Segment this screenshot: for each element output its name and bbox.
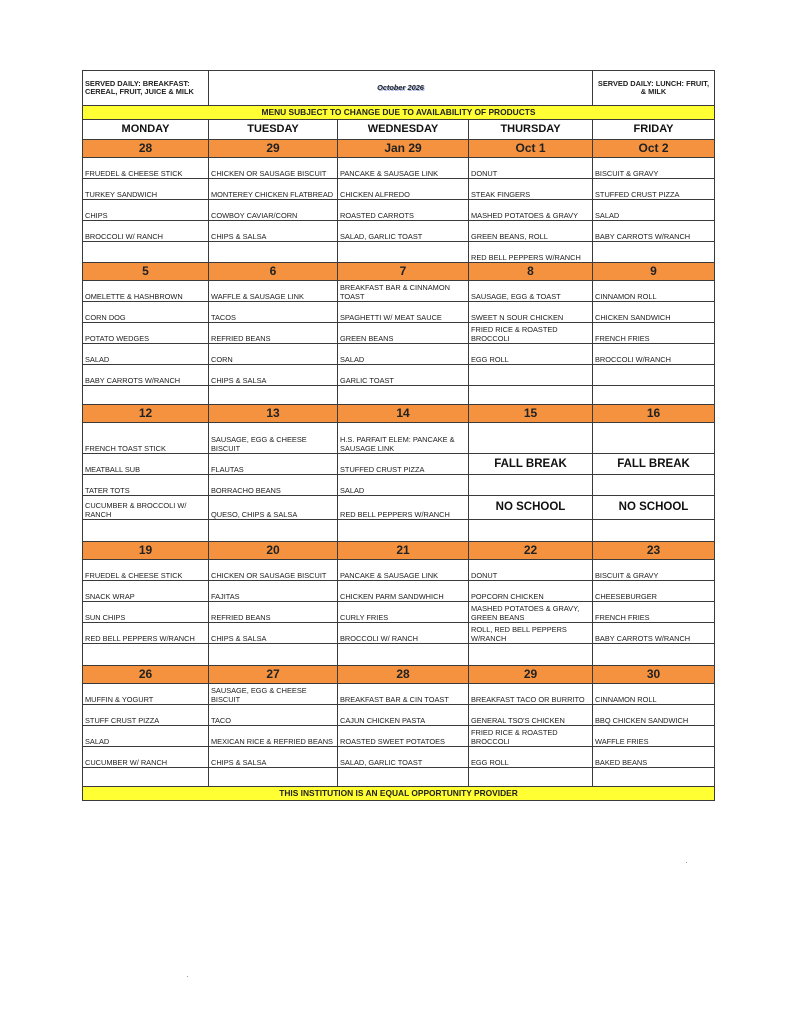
date-cell: 16 [593, 405, 715, 423]
blank-cell [593, 768, 715, 787]
menu-item: CHICKEN OR SAUSAGE BISCUIT [209, 158, 338, 179]
menu-item: CHIPS & SALSA [209, 747, 338, 768]
menu-item: DONUT [469, 560, 593, 581]
menu-item: SPAGHETTI W/ MEAT SAUCE [338, 302, 469, 323]
menu-item: CHIPS & SALSA [209, 623, 338, 644]
menu-item: ROASTED SWEET POTATOES [338, 726, 469, 747]
menu-item: CAJUN CHICKEN PASTA [338, 705, 469, 726]
menu-item: EGG ROLL [469, 747, 593, 768]
menu-item: TURKEY SANDWICH [83, 179, 209, 200]
menu-item: CUCUMBER & BROCCOLI W/ RANCH [83, 496, 209, 520]
menu-item: POTATO WEDGES [83, 323, 209, 344]
date-cell: 19 [83, 542, 209, 560]
menu-item: SALAD [338, 475, 469, 496]
date-cell: 26 [83, 666, 209, 684]
day-header: MONDAY [83, 120, 209, 140]
menu-item: DONUT [469, 158, 593, 179]
no-school-label: NO SCHOOL [469, 496, 593, 520]
menu-item: FRENCH TOAST STICK [83, 423, 209, 454]
menu-item: MEATBALL SUB [83, 454, 209, 475]
menu-item [593, 365, 715, 386]
date-cell: 9 [593, 263, 715, 281]
menu-item: MUFFIN & YOGURT [83, 684, 209, 705]
blank-cell [338, 520, 469, 542]
menu-item: SWEET N SOUR CHICKEN [469, 302, 593, 323]
blank-cell [338, 768, 469, 787]
menu-item: SAUSAGE, EGG & CHEESE BISCUIT [209, 684, 338, 705]
date-cell: 6 [209, 263, 338, 281]
date-cell: 15 [469, 405, 593, 423]
date-cell: 28 [338, 666, 469, 684]
menu-item: FRENCH FRIES [593, 602, 715, 623]
date-cell: 5 [83, 263, 209, 281]
menu-item: SALAD [593, 200, 715, 221]
menu-item: MEXICAN RICE & REFRIED BEANS [209, 726, 338, 747]
menu-item: BREAKFAST TACO OR BURRITO [469, 684, 593, 705]
menu-item: GARLIC TOAST [338, 365, 469, 386]
menu-item: STUFFED CRUST PIZZA [593, 179, 715, 200]
menu-item: CHIPS & SALSA [209, 221, 338, 242]
menu-item: CURLY FRIES [338, 602, 469, 623]
menu-item: BROCCOLI W/ RANCH [83, 221, 209, 242]
menu-item: GREEN BEANS, ROLL [469, 221, 593, 242]
menu-item: SAUSAGE, EGG & CHEESE BISCUIT [209, 423, 338, 454]
page-title: October 2026 [209, 71, 593, 106]
menu-item: BREAKFAST BAR & CIN TOAST [338, 684, 469, 705]
blank-cell [83, 768, 209, 787]
blank-cell [83, 644, 209, 666]
menu-item: CINNAMON ROLL [593, 281, 715, 302]
scan-speck [686, 862, 687, 863]
menu-item: STUFFED CRUST PIZZA [338, 454, 469, 475]
menu-item: CHICKEN OR SAUSAGE BISCUIT [209, 560, 338, 581]
blank-cell [209, 768, 338, 787]
blank-cell [83, 386, 209, 405]
menu-calendar [82, 70, 715, 801]
menu-item: RED BELL PEPPERS W/RANCH [469, 242, 593, 263]
menu-item: BABY CARROTS W/RANCH [83, 365, 209, 386]
blank-cell [469, 423, 593, 454]
blank-cell [209, 644, 338, 666]
blank-cell [209, 520, 338, 542]
fall-break-label: FALL BREAK [593, 454, 715, 475]
date-cell: 7 [338, 263, 469, 281]
blank-cell [593, 520, 715, 542]
menu-item: STEAK FINGERS [469, 179, 593, 200]
blank-cell [593, 644, 715, 666]
menu-item: FLAUTAS [209, 454, 338, 475]
menu-item: CHICKEN SANDWICH [593, 302, 715, 323]
menu-item: STUFF CRUST PIZZA [83, 705, 209, 726]
menu-item: SAUSAGE, EGG & TOAST [469, 281, 593, 302]
menu-item: SALAD, GARLIC TOAST [338, 747, 469, 768]
no-school-label: NO SCHOOL [593, 496, 715, 520]
menu-item: OMELETTE & HASHBROWN [83, 281, 209, 302]
day-header: TUESDAY [209, 120, 338, 140]
date-cell: 12 [83, 405, 209, 423]
fall-break-label: FALL BREAK [469, 454, 593, 475]
menu-item: TACO [209, 705, 338, 726]
blank-cell [83, 520, 209, 542]
menu-item: FRUEDEL & CHEESE STICK [83, 158, 209, 179]
menu-item: H.S. PARFAIT ELEM: PANCAKE & SAUSAGE LINK [338, 423, 469, 454]
menu-item: REFRIED BEANS [209, 323, 338, 344]
menu-item [83, 242, 209, 263]
day-header: FRIDAY [593, 120, 715, 140]
menu-item: GREEN BEANS [338, 323, 469, 344]
menu-item: BISCUIT & GRAVY [593, 560, 715, 581]
date-cell: 30 [593, 666, 715, 684]
menu-item: WAFFLE & SAUSAGE LINK [209, 281, 338, 302]
menu-item: FAJITAS [209, 581, 338, 602]
date-cell: 22 [469, 542, 593, 560]
menu-item: BAKED BEANS [593, 747, 715, 768]
date-cell: 21 [338, 542, 469, 560]
blank-cell [593, 475, 715, 496]
availability-notice: MENU SUBJECT TO CHANGE DUE TO AVAILABILITY OF PRODUCTS [83, 106, 715, 120]
date-cell: 13 [209, 405, 338, 423]
day-header: THURSDAY [469, 120, 593, 140]
menu-item: TACOS [209, 302, 338, 323]
blank-cell [338, 644, 469, 666]
scan-speck [187, 976, 188, 977]
blank-cell [209, 386, 338, 405]
menu-item: BABY CARROTS W/RANCH [593, 221, 715, 242]
date-cell: 23 [593, 542, 715, 560]
date-cell: 20 [209, 542, 338, 560]
menu-item [469, 365, 593, 386]
day-header: WEDNESDAY [338, 120, 469, 140]
menu-item: SALAD [83, 344, 209, 365]
breakfast-note: SERVED DAILY: BREAKFAST: CEREAL, FRUIT, JUICE & MILK [83, 71, 209, 106]
menu-item: ROASTED CARROTS [338, 200, 469, 221]
menu-item [593, 242, 715, 263]
menu-item: CHEESEBURGER [593, 581, 715, 602]
menu-item: CORN [209, 344, 338, 365]
menu-item: TATER TOTS [83, 475, 209, 496]
menu-item: RED BELL PEPPERS W/RANCH [338, 496, 469, 520]
menu-item: CHICKEN ALFREDO [338, 179, 469, 200]
menu-item: BROCCOLI W/ RANCH [338, 623, 469, 644]
menu-item: BREAKFAST BAR & CINNAMON TOAST [338, 281, 469, 302]
menu-item: MONTEREY CHICKEN FLATBREAD [209, 179, 338, 200]
menu-item [209, 242, 338, 263]
menu-item [338, 242, 469, 263]
menu-item: FRIED RICE & ROASTED BROCCOLI [469, 726, 593, 747]
equal-opportunity-footer: THIS INSTITUTION IS AN EQUAL OPPORTUNITY PROVIDER [83, 787, 715, 801]
date-cell: 14 [338, 405, 469, 423]
menu-item: FRENCH FRIES [593, 323, 715, 344]
menu-item: PANCAKE & SAUSAGE LINK [338, 158, 469, 179]
menu-item: CINNAMON ROLL [593, 684, 715, 705]
blank-cell [469, 475, 593, 496]
date-cell: 28 [83, 140, 209, 158]
menu-item: BORRACHO BEANS [209, 475, 338, 496]
menu-item: QUESO, CHIPS & SALSA [209, 496, 338, 520]
menu-item: MASHED POTATOES & GRAVY, GREEN BEANS [469, 602, 593, 623]
menu-item: EGG ROLL [469, 344, 593, 365]
menu-item: POPCORN CHICKEN [469, 581, 593, 602]
date-cell: Oct 1 [469, 140, 593, 158]
date-cell: 29 [469, 666, 593, 684]
menu-item: BABY CARROTS W/RANCH [593, 623, 715, 644]
blank-cell [469, 520, 593, 542]
blank-cell [593, 423, 715, 454]
blank-cell [469, 768, 593, 787]
menu-item: GENERAL TSO'S CHICKEN [469, 705, 593, 726]
blank-cell [338, 386, 469, 405]
menu-item: COWBOY CAVIAR/CORN [209, 200, 338, 221]
menu-item: FRUEDEL & CHEESE STICK [83, 560, 209, 581]
menu-item: ROLL, RED BELL PEPPERS W/RANCH [469, 623, 593, 644]
menu-item: WAFFLE FRIES [593, 726, 715, 747]
menu-item: PANCAKE & SAUSAGE LINK [338, 560, 469, 581]
blank-cell [469, 644, 593, 666]
menu-item: CUCUMBER W/ RANCH [83, 747, 209, 768]
date-cell: 29 [209, 140, 338, 158]
date-cell: Oct 2 [593, 140, 715, 158]
date-cell: 8 [469, 263, 593, 281]
blank-cell [469, 386, 593, 405]
menu-item: CHIPS [83, 200, 209, 221]
menu-item: SALAD, GARLIC TOAST [338, 221, 469, 242]
blank-cell [593, 386, 715, 405]
menu-item: SUN CHIPS [83, 602, 209, 623]
menu-item: RED BELL PEPPERS W/RANCH [83, 623, 209, 644]
date-cell: 27 [209, 666, 338, 684]
lunch-note: SERVED DAILY: LUNCH: FRUIT, & MILK [593, 71, 715, 106]
menu-item: CHICKEN PARM SANDWHICH [338, 581, 469, 602]
menu-item: MASHED POTATOES & GRAVY [469, 200, 593, 221]
menu-item: BBQ CHICKEN SANDWICH [593, 705, 715, 726]
menu-item: BROCCOLI W/RANCH [593, 344, 715, 365]
menu-item: REFRIED BEANS [209, 602, 338, 623]
menu-item: FRIED RICE & ROASTED BROCCOLI [469, 323, 593, 344]
menu-item: SNACK WRAP [83, 581, 209, 602]
menu-item: BISCUIT & GRAVY [593, 158, 715, 179]
date-cell: Jan 29 [338, 140, 469, 158]
menu-item: SALAD [83, 726, 209, 747]
menu-item: CHIPS & SALSA [209, 365, 338, 386]
menu-item: SALAD [338, 344, 469, 365]
menu-item: CORN DOG [83, 302, 209, 323]
